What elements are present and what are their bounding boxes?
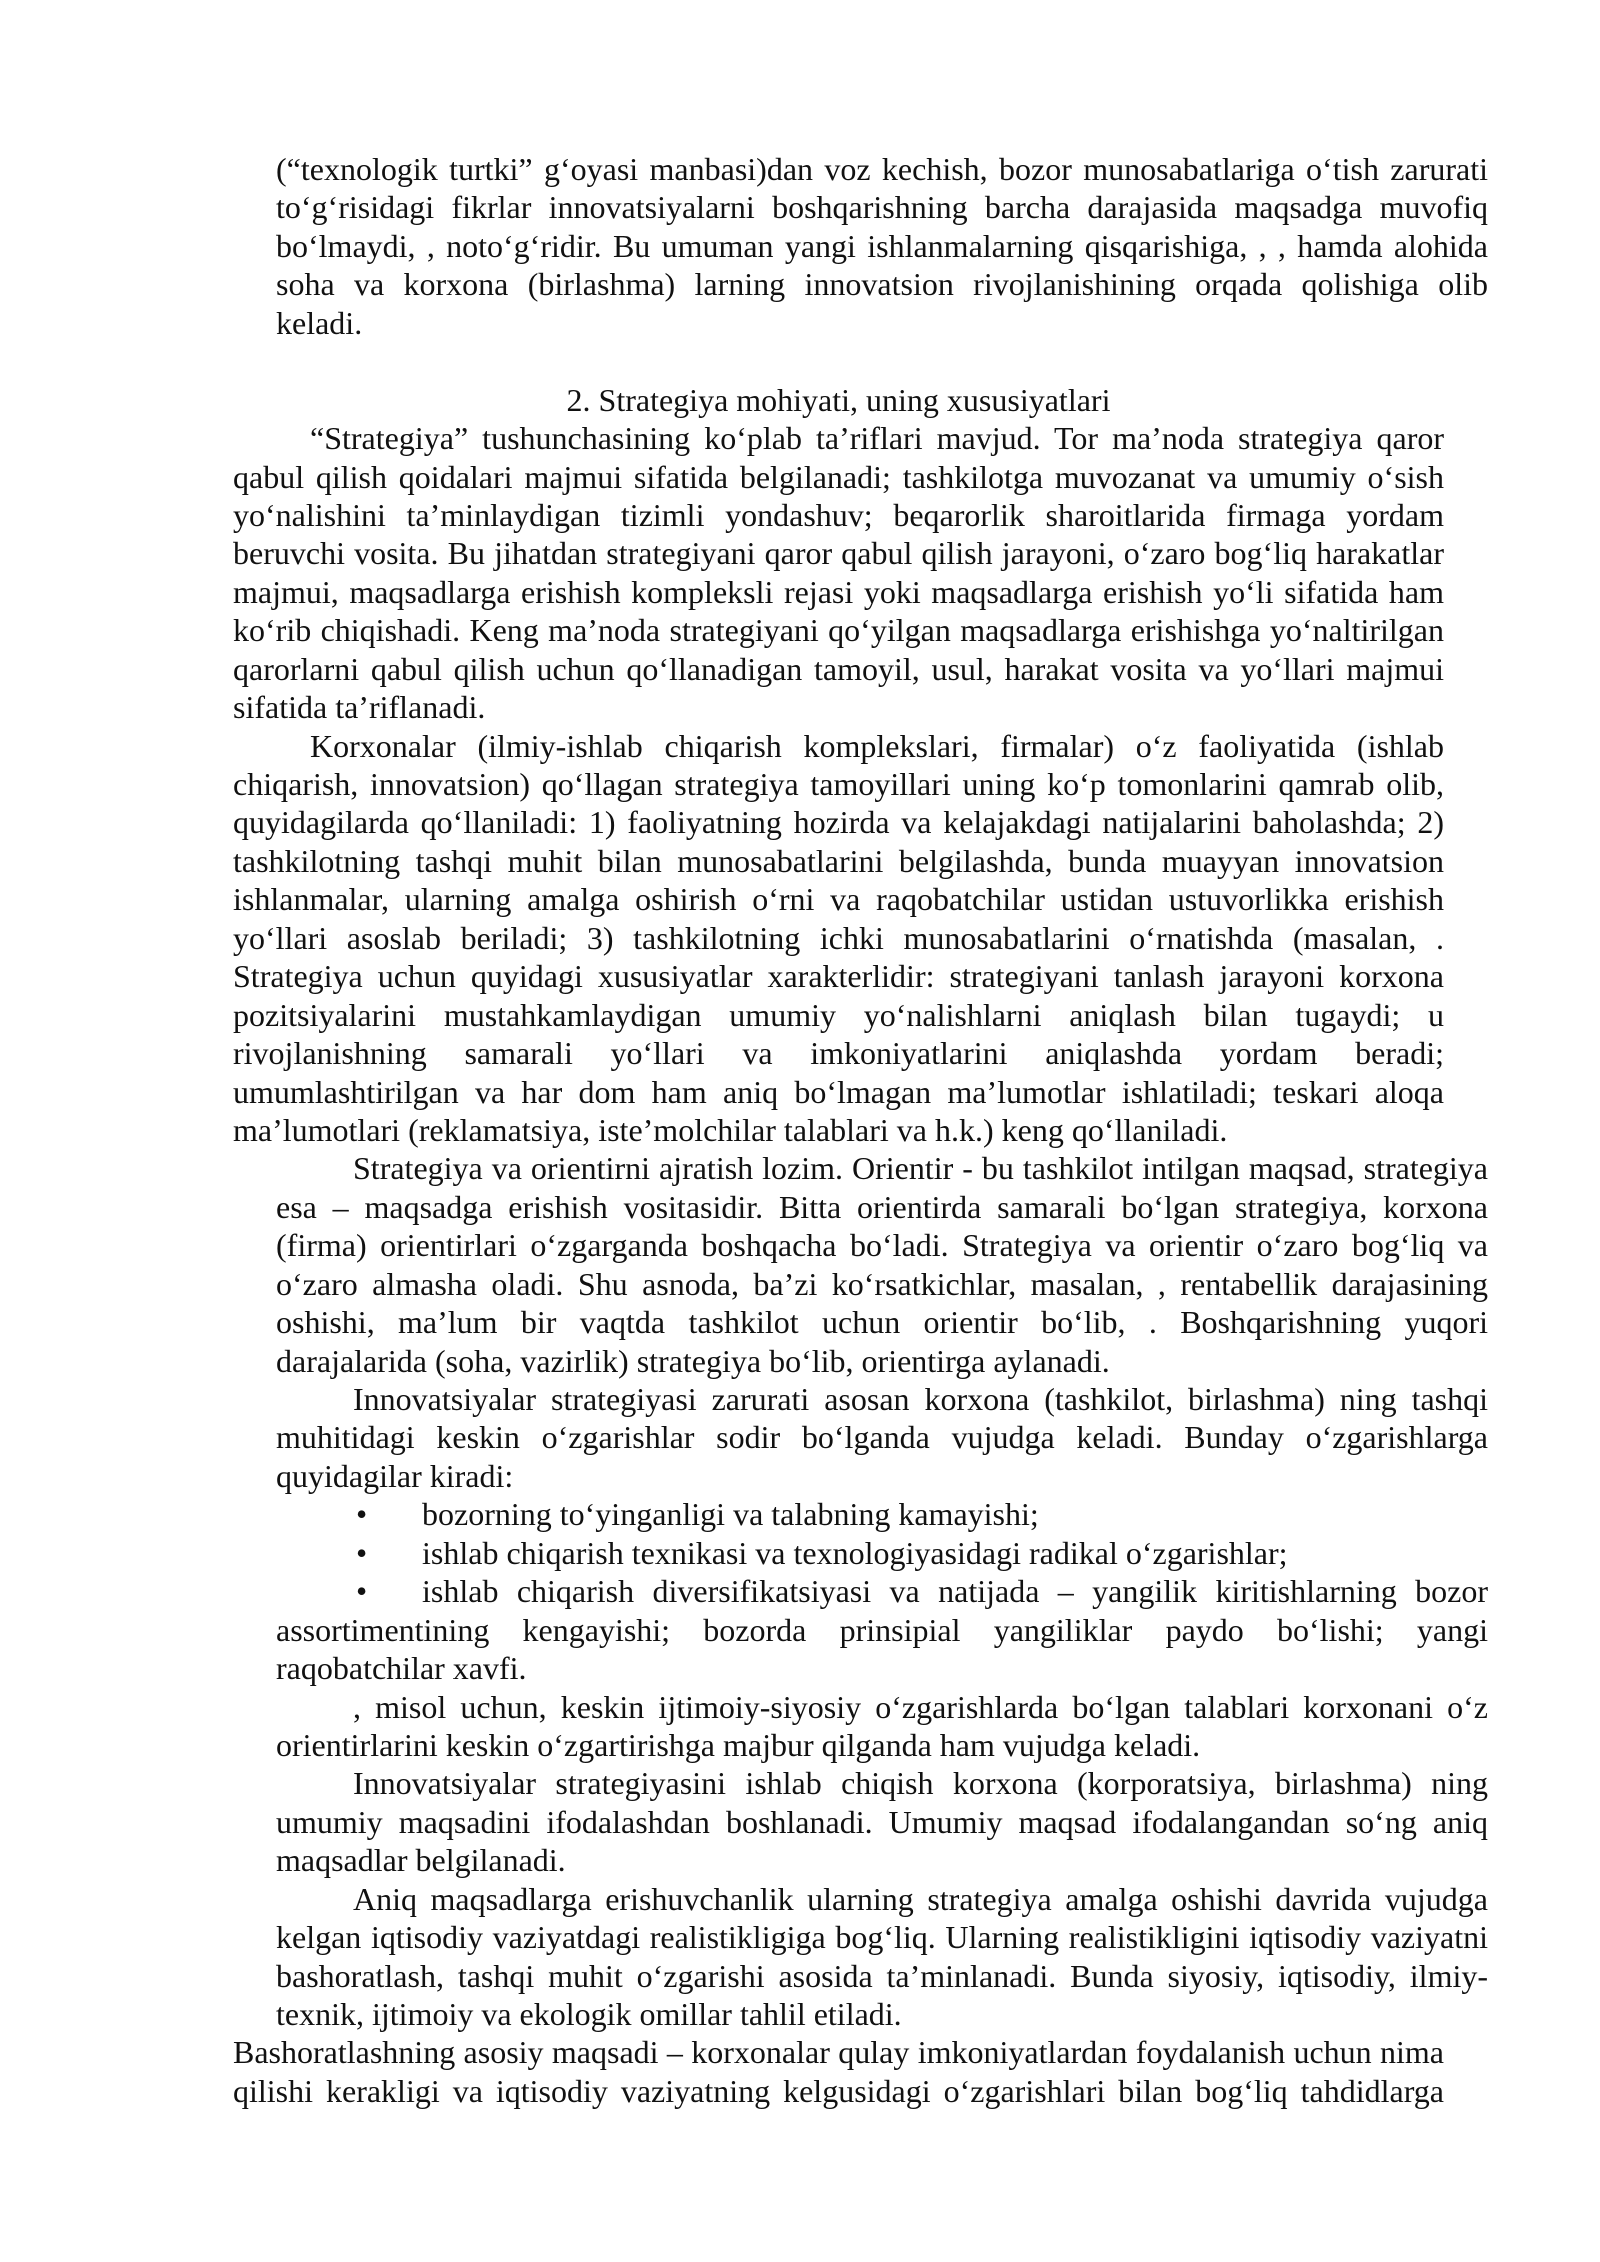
list-item — [0, 1495, 1600, 1533]
paragraph-intro — [0, 150, 1600, 342]
text-line: quyidagilarda qo‘llaniladi: 1) faoliyatning hozirda va kelajakdagi natijalarini baholashda; 2) — [233, 804, 1444, 841]
paragraph — [0, 1880, 1600, 2034]
bullet-icon: • — [356, 1496, 368, 1533]
text-line: Innovatsiyalar strategiyasini ishlab chiqish korxona (korporatsiya, birlashma) ning — [353, 1765, 1488, 1802]
text-line: qabul qilish qoidalari majmui sifatida belgilanadi; tashkilotga muvozanat va umumiy o‘sish — [233, 458, 1444, 495]
text-line: Aniq maqsadlarga erishuvchanlik ularning strategiya amalga oshishi davrida vujudga — [353, 1880, 1488, 1917]
text-line: to‘g‘risidagi fikrlar innovatsiyalarni boshqarishning barcha darajasida maqsadga muvofiq — [276, 189, 1488, 226]
text-line: quyidagilar kiradi: — [276, 1457, 514, 1494]
text-line — [276, 1534, 1488, 1572]
text-line: orientirlarini keskin o‘zgartirishga majbur qilganda ham vujudga keladi. — [276, 1726, 1201, 1763]
bullet-icon: • — [356, 1573, 368, 1610]
text-line: Korxonalar (ilmiy-ishlab chiqarish komplekslari, firmalar) o‘z faoliyatida (ishlab — [310, 727, 1444, 764]
text-line: chiqarish, innovatsion) qo‘llagan strategiya tamoyillari uning ko‘p tomonlarini qamrab olib, — [233, 766, 1444, 802]
text-line: bashoratlash, tashqi muhit o‘zgarishi asosida ta’minlanadi. Bunda siyosiy, iqtisodiy, ilmiy- — [276, 1957, 1488, 1994]
text-line: kelgan iqtisodiy vaziyatdagi realistikligiga bog‘liq. Ularning realistikligini iqtisodiy vaziyatni — [276, 1919, 1488, 1956]
text-line: keladi. — [276, 304, 363, 341]
paragraph — [0, 2033, 1600, 2110]
text-line: umumiy maqsadini ifodalashdan boshlanadi. Umumiy maqsad ifodalangandan so‘ng aniq — [276, 1803, 1488, 1840]
text-line: muhitidagi keskin o‘zgarishlar sodir bo‘lganda vujudga keladi. Bunday o‘zgarishlarga — [276, 1419, 1488, 1456]
list-item — [0, 1572, 1600, 1687]
paragraph — [0, 1149, 1600, 1380]
text-line: majmui, maqsadlarga erishish kompleksli rejasi yoki maqsadlarga erishish yo‘li sifatida ham — [233, 573, 1444, 610]
text-line: ko‘rib chiqishadi. Keng ma’noda strategiyani qo‘yilgan maqsadlarga erishishga yo‘naltirilgan — [233, 612, 1444, 649]
bullet-list — [0, 1495, 1600, 1687]
paragraph — [0, 727, 1600, 1150]
text-line: esa – maqsadga erishish vositasidir. Bitta orientirda samarali bo‘lgan strategiya, korxona — [276, 1188, 1488, 1225]
paragraph — [0, 419, 1600, 727]
text-line: ma’lumotlari (reklamatsiya, iste’molchilar talablari va h.k.) keng qo‘llaniladi. — [233, 1111, 1228, 1148]
text-line: assortimentining kengayishi; bozorda prinsipial yangiliklar paydo bo‘lishi; yangi — [276, 1611, 1488, 1648]
text-line: Strategiya uchun quyidagi xususiyatlar xarakterlidir: strategiyani tanlash jarayoni korxona — [233, 958, 1444, 995]
text-line: beruvchi vosita. Bu jihatdan strategiyani qaror qabul qilish jarayoni, o‘zaro bog‘liq harakatlar — [233, 535, 1444, 572]
text-line: , misol uchun, keskin ijtimoiy-siyosiy o‘zgarishlarda bo‘lgan talablari korxonani o‘z — [353, 1688, 1488, 1725]
text-line: maqsadlar belgilanadi. — [276, 1842, 566, 1879]
paragraph — [0, 1688, 1600, 1765]
text-line: raqobatchilar xavfi. — [276, 1650, 527, 1687]
text-line: sifatida ta’riflanadi. — [233, 689, 486, 726]
text-line: qarorlarni qabul qilish uchun qo‘llanadigan tamoyil, usul, harakat vosita va yo‘llari majmui — [233, 650, 1444, 687]
text-line: darajalarida (soha, vazirlik) strategiya bo‘lib, orientirga aylanadi. — [276, 1342, 1110, 1379]
text-line: rivojlanishning samarali yo‘llari va imkoniyatlarini aniqlashda yordam beradi; — [233, 1035, 1444, 1072]
text-line: ishlanmalar, ularning amalga oshirish o‘rni va raqobatchilar ustidan ustuvorlikka erishish — [233, 881, 1444, 918]
text-line: bo‘lmaydi, , noto‘g‘ridir. Bu umuman yangi ishlanmalarning qisqarishiga, , , hamda alohida — [276, 227, 1488, 264]
list-item — [0, 1534, 1600, 1572]
text-line: (“texnologik turtki” g‘oyasi manbasi)dan voz kechish, bozor munosabatlariga o‘tish zarurati — [276, 151, 1488, 187]
paragraph — [0, 1380, 1600, 1495]
text-line: tashkilotning tashqi muhit bilan munosabatlarini belgilashda, bunda muayyan innovatsion — [233, 842, 1444, 879]
text-line: pozitsiyalarini mustahkamlaydigan umumiy yo‘nalishlarni aniqlash bilan tugaydi; u — [233, 996, 1444, 1033]
text-line: qilishi kerakligi va iqtisodiy vaziyatning kelgusidagi o‘zgarishlari bilan bog‘liq tahdidlarga — [233, 2072, 1444, 2109]
section-heading: 2. Strategiya mohiyati, uning xususiyatlari — [566, 381, 1111, 418]
text-line: soha va korxona (birlashma) larning innovatsion rivojlanishining orqada qolishiga olib — [276, 266, 1488, 303]
text-line: yo‘llari asoslab beriladi; 3) tashkilotning ichki munosabatlarini o‘rnatishda (masalan, . — [233, 919, 1444, 956]
paragraph — [0, 1764, 1600, 1879]
text-line: (firma) orientirlari o‘zgarganda boshqacha bo‘ladi. Strategiya va orientir o‘zaro bog‘liq va — [276, 1227, 1488, 1264]
text-line: oshishi, ma’lum bir vaqtda tashkilot uchun orientir bo‘lib, . Boshqarishning yuqori — [276, 1304, 1488, 1341]
text-line — [276, 1572, 1488, 1610]
text-line: Strategiya va orientirni ajratish lozim. Orientir - bu tashkilot intilgan maqsad, strategiya — [353, 1150, 1488, 1187]
list-item-text: bozorning to‘yinganligi va talabning kamayishi; — [422, 1496, 1039, 1533]
text-line — [276, 1495, 1488, 1533]
text-line: o‘zaro almasha oladi. Shu asnoda, ba’zi ko‘rsatkichlar, masalan, , rentabellik darajasining — [276, 1265, 1488, 1302]
list-item-text: ishlab chiqarish texnikasi va texnologiyasidagi radikal o‘zgarishlar; — [422, 1534, 1288, 1571]
text-line: Innovatsiyalar strategiyasi zarurati asosan korxona (tashkilot, birlashma) ning tashqi — [353, 1381, 1488, 1417]
list-item-text: ishlab chiqarish diversifikatsiyasi va natijada – yangilik kiritishlarning bozor — [422, 1573, 1488, 1610]
text-line: umumlashtirilgan va har dom ham aniq bo‘lmagan ma’lumotlar ishlatiladi; teskari aloqa — [233, 1073, 1444, 1110]
text-line: Bashoratlashning asosiy maqsadi – korxonalar qulay imkoniyatlardan foydalanish uchun nima — [233, 2034, 1444, 2071]
text-line: “Strategiya” tushunchasining ko‘plab ta’riflari mavjud. Tor ma’noda strategiya qaror — [310, 420, 1444, 457]
text-line: texnik, ijtimoiy va ekologik omillar tahlil etiladi. — [276, 1996, 902, 2032]
bullet-icon: • — [356, 1534, 368, 1571]
text-line: yo‘nalishini ta’minlaydigan tizimli yondashuv; beqarorlik sharoitlarida firmaga yordam — [233, 496, 1444, 533]
blank-line — [0, 342, 1600, 380]
